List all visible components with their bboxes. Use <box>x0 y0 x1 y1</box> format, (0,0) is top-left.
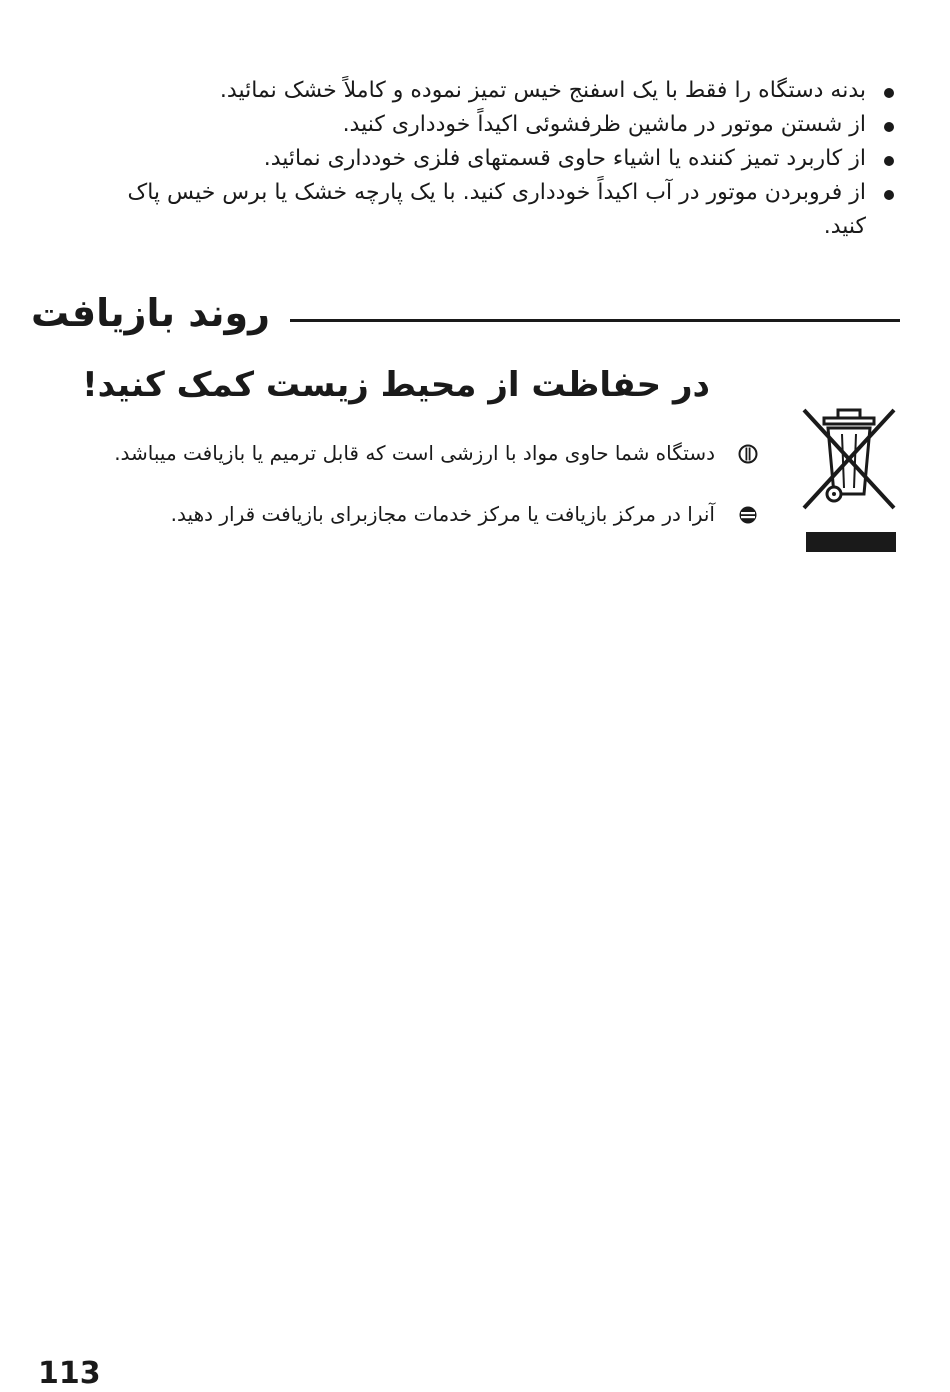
section-divider <box>290 319 900 322</box>
environment-line: دستگاه شما حاوی مواد با ارزشی است که قابل ترمیم یا بازیافت میباشد. <box>114 441 715 465</box>
list-item: از فروبردن موتور در آب اکیداً خودداری کنید. با یک پارچه خشک یا برس خیس پاک کنید. <box>120 176 898 244</box>
list-item: از شستن موتور در ماشین ظرفشوئی اکیداً خودداری کنید. <box>120 108 898 142</box>
care-instructions-list <box>120 74 898 244</box>
collection-point-icon <box>738 505 758 525</box>
crossed-bin-icon <box>798 404 900 554</box>
section-title: روند بازیافت <box>30 291 270 335</box>
page-number: 113 <box>38 1356 101 1391</box>
recycle-info-icon <box>738 444 758 464</box>
environment-heading: در حفاظت از محیط زیست کمک کنید! <box>82 365 710 405</box>
list-item: بدنه دستگاه را فقط با یک اسفنج خیس تمیز نموده و کاملاً خشک نمائید. <box>120 74 898 108</box>
list-item: از کاربرد تمیز کننده یا اشیاء حاوی قسمتهای فلزی خودداری نمائید. <box>120 142 898 176</box>
environment-line: آنرا در مرکز بازیافت یا مرکز خدمات مجازبرای بازیافت قرار دهید. <box>170 502 715 526</box>
